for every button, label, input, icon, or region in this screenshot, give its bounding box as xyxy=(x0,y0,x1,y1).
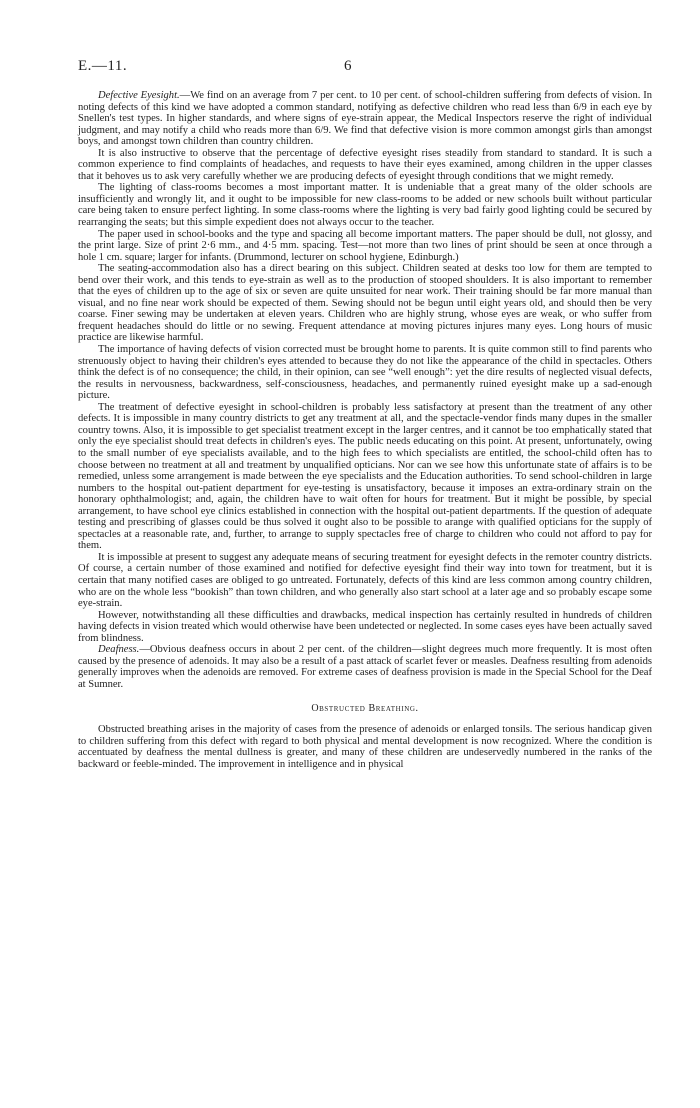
paragraph xyxy=(78,552,652,610)
paragraph-text: The lighting of class-rooms becomes a most important matter. It is undeniable that a great many of the older schools are insufficiently and wrongly lit, and it ought to be impossible for new class-rooms to be added or new schools built without particular care being taken to ensure perfect lighting. In some class-rooms where the lighting is very bad fairly good lighting could be secured by rearranging the seats; but this simple expedient does not always occur to the teacher. xyxy=(78,182,652,229)
document-page xyxy=(78,58,652,770)
paragraph-text: The treatment of defective eyesight in school-children is probably less satisfactory at present than the treatment of any other defects. It is impossible in many country districts to get any treatment at all, and the spectacle-vendor finds many dupes in the smaller country towns. Also, it is impossible to get specialist treatment except in the larger centres, and it cannot be too emphatically stated that only the eye specialist should treat defects in children's eyes. The public needs educating on this point. At present, unfortunately, owing to the small number of eye specialists available, and to the high fees to which specialists are entitled, the school-child often has to choose between no treatment at all and treatment by unqualified opticians. Nor can we see how this unfortunate state of affairs is to be remedied, unless some arrangement is made between the eye specialists and the Education authorities. To send school-children in large numbers to the hospital out-patient department for eye-testing is unsatisfactory, because it imposes an extra-ordinary strain on the honorary ophthalmologist; and, again, the children have to wait often for hours for treatment. But it might be possible, by special arrangement, to have school eye clinics established in connection with the hospital out-patient departments. If the question of adequate testing and prescribing of glasses could be thus solved it ought also to be possible to arange with qualified opticians for the supply of spectacles at a reasonable rate, and, further, to arrange to supply spectacles free of charge to children who could not afford to pay for them. xyxy=(78,401,652,552)
paragraph-text: It is impossible at present to suggest any adequate means of securing treatment for eyesight defects in the remoter country districts. Of course, a certain number of those examined and notified for defective eyesight find their way into town for treatment, but it is certain that many notified cases are obliged to go untreated. Fortunately, defects of this kind are less common among country children, who are on the whole less “bookish” than town children, and who generally also start school at a later age and so probably escape some eye-strain. xyxy=(78,551,652,610)
paragraph-text: —We find on an average from 7 per cent. to 10 per cent. of school-children suffering from defects of vision. In noting defects of this kind we have adopted a common standard, notifying as defective children who read less than 6/9 in each eye by Snellen's test types. In higher standards, and where signs of eye-strain appear, the Medical Inspectors reserve the right of individual judgment, and may notify a child who reads more than 6/9. We find that defective vision is more common amongst girls than amongst boys, and amongst town children than country children. xyxy=(78,90,653,148)
paragraph xyxy=(78,344,652,402)
paragraph-text: The paper used in school-books and the type and spacing all become important matters. The paper should be dull, not glossy, and the print large. Size of print 2·6 mm., and 4·5 mm. spacing. Test—not more than two lines of print should be seen at once through a hole 1 cm. square; larger for infants. (Drummond, lecturer on school hygiene, Edinburgh.) xyxy=(78,228,652,263)
paragraph-text: —Obvious deafness occurs in about 2 per cent. of the children—slight degrees much more frequently. It is most often caused by the presence of adenoids. It may also be a result of a past attack of scarlet fever or measles. Deafness resulting from adenoids generally improves when the adenoids are removed. For extreme cases of deafness provision is made in the Special School for the Deaf at Sumner. xyxy=(78,644,652,690)
paragraph xyxy=(78,724,652,770)
paragraph xyxy=(78,229,652,264)
paragraph xyxy=(78,644,652,690)
paragraph-text: It is also instructive to observe that the percentage of defective eyesight rises steadily from standard to standard. It is such a common experience to find complaints of headaches, and requests to have their eyes examined, among children in the upper classes that it behoves us to ask very carefully whether we are producing defects of eyesight through conditions that we might remedy. xyxy=(78,147,652,182)
paragraph-text: The seating-accommodation also has a direct bearing on this subject. Children seated at desks too low for them are tempted to bend over their work, and this tends to eye-strain as well as to the production of stooped shoulders. It is also important to remember that the eyes of children up to the age of six or seven are quite unsuited for near work. Their training should be far more manual than visual, and no fine near work should be expected of them. Sewing should not be begun until eight years old, and should then be very coarse. Finer sewing may be undertaken at eleven years. Children who are highly strung, whose eyes are weak, or who suffer from frequent headaches should do little or no sewing. Frequent attendance at moving pictures injures many eyes. Long hours of music practice are likewise harmful. xyxy=(78,263,652,344)
paragraph xyxy=(78,148,652,183)
paragraph xyxy=(78,182,652,228)
page-number: 6 xyxy=(344,58,352,74)
report-reference: E.—11. xyxy=(78,58,128,74)
section-heading-obstructed-breathing: Obstructed Breathing. xyxy=(311,703,419,715)
body-text xyxy=(78,90,652,770)
paragraph xyxy=(78,90,652,148)
paragraph-text: The importance of having defects of vision corrected must be brought home to parents. It is quite common still to find parents who strenuously object to having their children's eyes attended to because they do not like the appearance of the child in spectacles. Others think the defect is of no consequence; the child, in their opinion, can see “well enough”: yet the dire results of neglected visual defects, the results in nervousness, backwardness, self-consciousness, headaches, and permanently ruined eyesight make up a sad-enough picture. xyxy=(78,344,652,402)
paragraph xyxy=(78,402,652,552)
page-header xyxy=(78,58,652,82)
paragraph-text: Obstructed breathing arises in the majority of cases from the presence of adenoids or enlarged tonsils. The serious handicap given to children suffering from this defect with regard to both physical and mental development is now recognized. Where the condition is accentuated by deafness the mental dullness is greater, and many of these children are undeservedly numbered in the ranks of the backward or feeble-minded. The improvement in intelligence and in physical xyxy=(78,723,652,770)
section-obstructed-breathing xyxy=(78,724,652,770)
paragraph xyxy=(78,263,652,344)
paragraph xyxy=(78,610,652,645)
paragraph-title: Defective Eyesight. xyxy=(98,90,180,101)
section-defects xyxy=(78,90,652,690)
paragraph-text: However, notwithstanding all these difficulties and drawbacks, medical inspection has certainly resulted in hundreds of children having defects in vision treated which would otherwise have been undetected or neglected. In some cases eyes have been actually saved from blindness. xyxy=(78,609,652,644)
paragraph-title: Deafness. xyxy=(98,644,140,656)
